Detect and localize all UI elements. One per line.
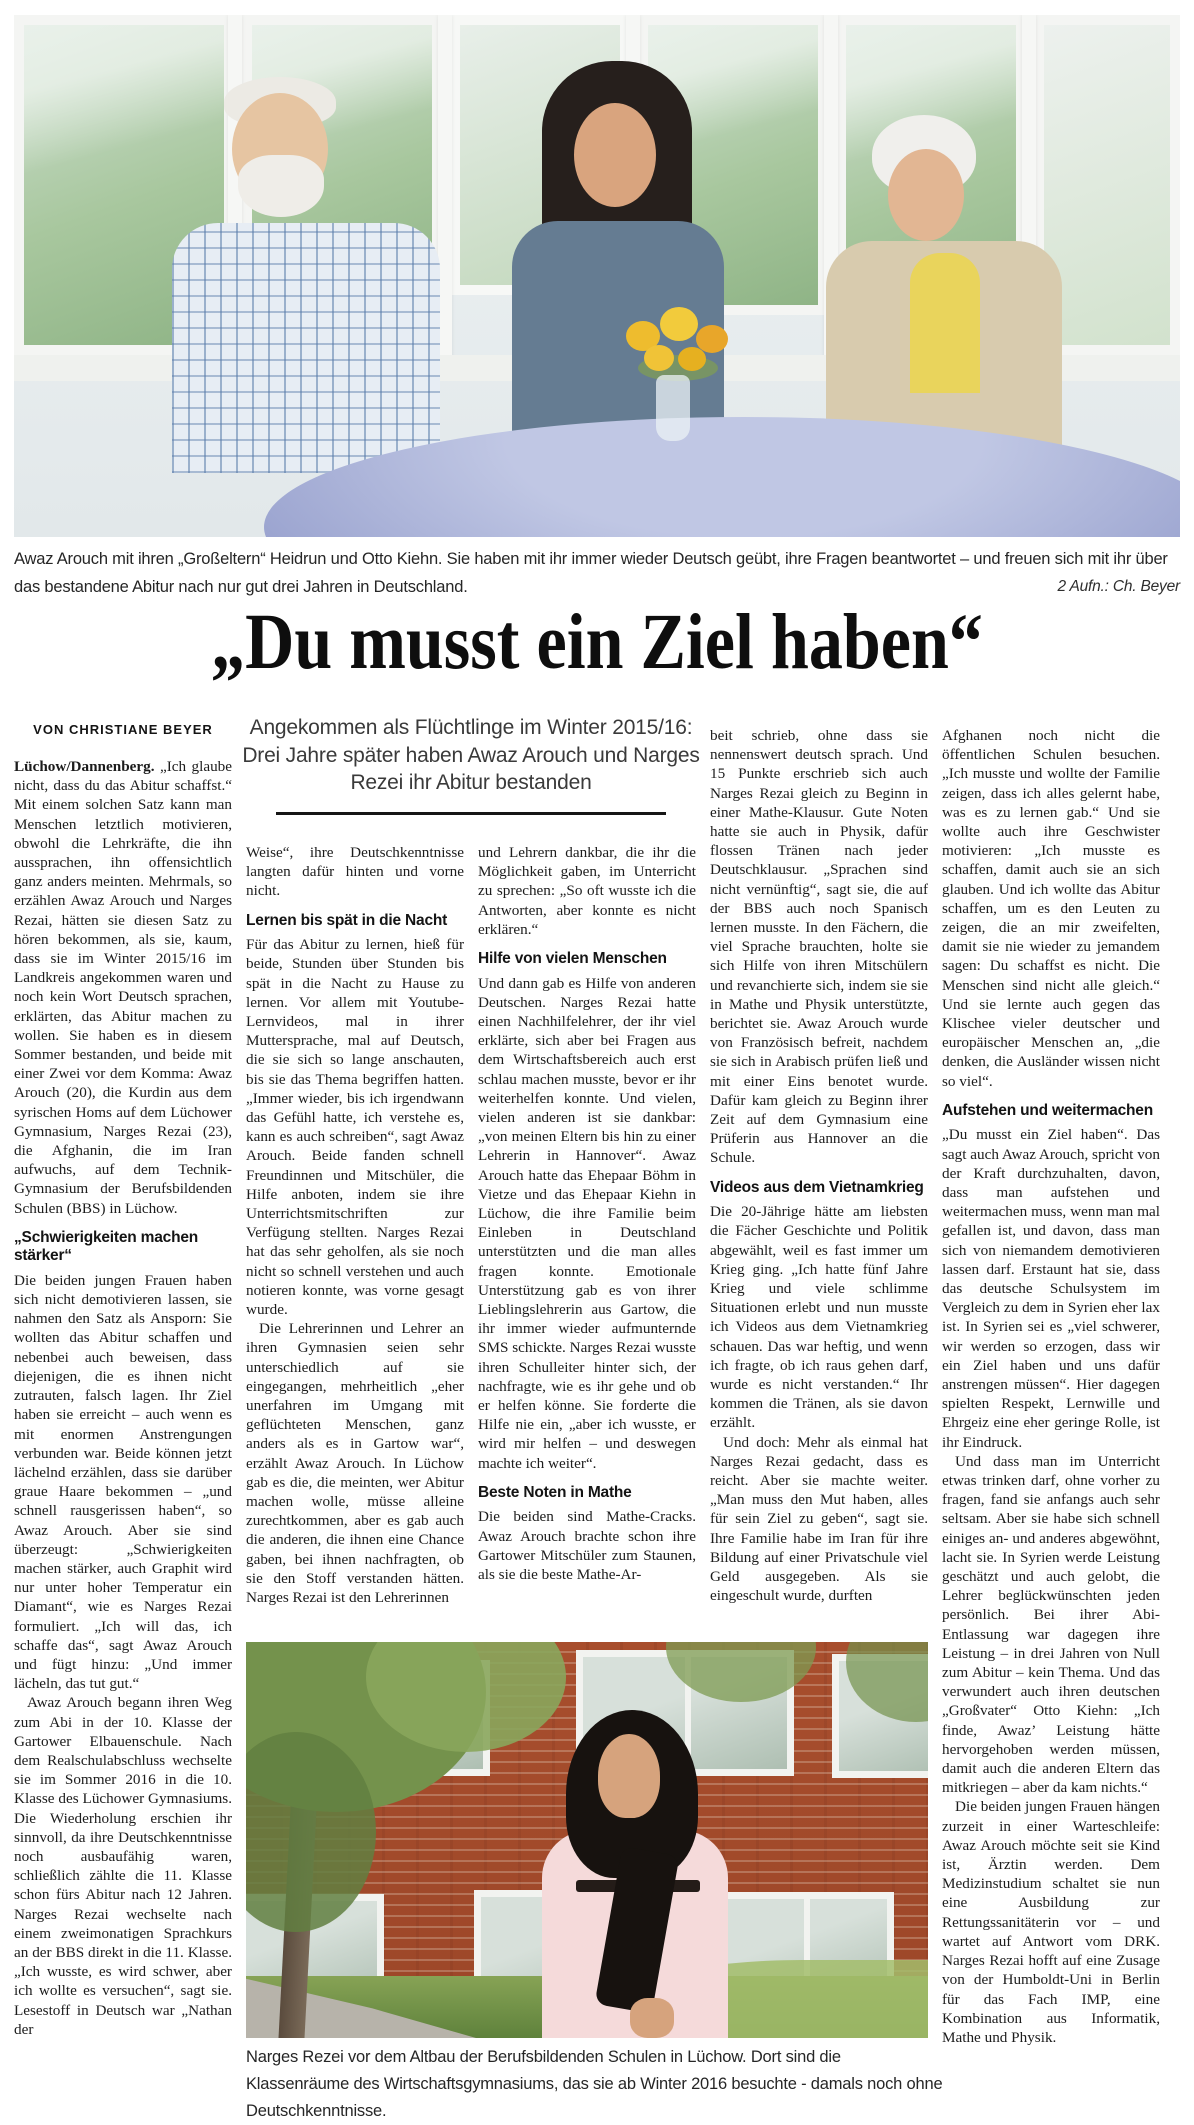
standfirst: Angekommen als Flüchtlinge im Winter 2015/16: Drei Jahre später haben Awaz Arouch und Narges Rezei ihr Abitur bestanden xyxy=(242,716,700,794)
dateline: Lüchow/Dannenberg. xyxy=(14,758,155,775)
paragraph: und Lehrern dankbar, die ihr die Möglichkeit gaben, im Unterricht zu sprechen: „So oft wusste ich die Antworten, aber konnte es nicht erklären.“ xyxy=(478,844,696,938)
yellow-flower xyxy=(644,345,674,371)
bottom-photo-caption: Narges Rezei vor dem Altbau der Berufsbildenden Schulen in Lüchow. Dort sind die Klassenräume des Wirtschaftsgymnasiums, das sie ab Winter 2016 besuchte - damals noch ohne Deutschkenntnisse. xyxy=(246,2048,943,2120)
person-otto-beard xyxy=(238,155,324,217)
yellow-flower xyxy=(678,347,706,371)
bottom-photo xyxy=(246,1642,928,2038)
paragraph: Die beiden jungen Frauen hängen zurzeit in einer Warteschleife: Awaz Arouch möchte seit sie Kind ist, Ärztin werden. Dem Medizinstudium schaltet sie nun eine Ausbildung zur Rettungssanitäterin vor – und wartet auf Antwort vom DRK. Narges Rezai hofft auf eine Zusage von der Humboldt-Uni in Berlin für das Fach IMP, eine Kombination aus Informatik, Mathe und Physik. xyxy=(942,1798,1160,2046)
photo-credit: 2 Aufn.: Ch. Beyer xyxy=(1057,578,1180,595)
article-column-4 xyxy=(710,726,928,1639)
person-narges-hand xyxy=(630,1998,674,2038)
person-heidrun-shirt xyxy=(910,253,980,393)
top-photo xyxy=(14,15,1180,537)
crosshead: Aufstehen und weitermachen xyxy=(942,1101,1153,1119)
crosshead: „Schwierigkeiten machen stärker“ xyxy=(14,1228,199,1265)
paragraph: Die beiden jungen Frauen haben sich nicht demotivieren lassen, sie nahmen den Satz als Ansporn: Sie wollten das Abitur schaffen und nebenbei auch beweisen, dass diejenigen, die es ihnen nicht zutrauten, falsch lagen. Ihr Ziel haben sie erreicht – auch wenn es mit enormen Anstrengungen verbunden war. Beide können jetzt lächelnd erzählen, dass sie darüber graue Haare bekommen – „und schnell rausgerissen haben“, so Awaz Arouch. Aber sie sind überzeugt: „Schwierigkeiten machen stärker, auch Graphit wird nur unter hoher Temperatur ein Diamant“, wie es Narges Rezai formuliert. „Ich will das, ich schaffe das“, sagt Awaz Arouch und fügt hinzu: „Und immer lächeln, das tut gut.“ xyxy=(14,1271,232,1693)
person-narges xyxy=(246,1642,928,2038)
byline: VON CHRISTIANE BEYER xyxy=(33,722,213,737)
paragraph: Die Lehrerinnen und Lehrer an ihren Gymnasien seien sehr unterschiedlich auf sie eingegangen, mehrheitlich „eher unerfahren im Umgang mit geflüchteten Menschen, ganz anders als es in Gartow war“, erzählt Awaz Arouch. In Lüchow gab es die, die meinten, wer Abitur machen wolle, müsse alleine zurechtkommen, aber es gab auch die anderen, die ihnen eine Chance gaben, bei ihnen nachfragten, ob sie den Stoff verstanden hätten. Narges Rezai ist den Lehrerinnen xyxy=(246,1320,464,1607)
paragraph: beit schrieb, ohne dass sie nennenswert deutsch sprach. Und 15 Punkte erschrieb sich auch Narges Rezai gleich zu Beginn in einer Mathe-Klausur. Gute Noten hatte sie auch in Physik, dafür flossen Tränen nach jeder Deutschklausur. „Sprachen sind nicht vernünftig“, sagt sie, die auf der BBS auch noch Spanisch lernen musste. In den Fächern, die viel Sprache brauchten, holte sie sich Hilfe von ihren Mitschülern und revanchierte sich, indem sie sie in Mathe und Physik unterstützte, berichtet sie. Awaz Arouch wurde von Französisch befreit, nachdem sie sich in Arabisch prüfen ließ und mit einer Eins benotet wurde. Dafür kam gleich zu Beginn ihrer Zeit auf dem Gymnasium eine Prüferin aus Hannover an die Schule. xyxy=(710,727,928,1167)
paragraph: Awaz Arouch begann ihren Weg zum Abi in der 10. Klasse der Gartower Elbauenschule. Nach dem Realschulabschluss wechselte sie im Sommer 2016 in die 10. Klasse des Lüchower Gymnasiums. Die Wiederholung erschien ihr sinnvoll, da ihre Deutschkenntnisse noch ausbaufähig waren, schließlich zählte die 11. Klasse schon fürs Abitur nach 12 Jahren. Narges Rezai wechselte nach einem zweimonatigen Sprachkurs an der BBS direkt in die 11. Klasse. „Ich wusste, es wird schwer, aber ich wollte es versuchen“, sagt sie. Lesestoff in Deutsch war „Nathan der xyxy=(14,1694,232,2038)
paragraph: Afghanen noch nicht die öffentlichen Schulen besuchen. „Ich musste und wollte der Familie zeigen, dass ich alles gelernt habe, was es zu lernen gab.“ Und sie wollte auch ihre Geschwister motivieren: „Ich musste es schaffen, damit auch sie an sich glauben. Und ich wollte das Abitur schaffen, um es den Leuten zu zeigen, die an mir zweifelten, damit sie nie wieder zu jemandem sagen: Du schaffst es nicht. Die Menschen sind nicht alle gleich.“ Und sie lernte auch gegen das Klischee vieler deutscher und europäischer Menschen an, „die denken, die Ausländer wissen nicht so viel“. xyxy=(942,727,1160,1090)
yellow-flower xyxy=(660,307,698,341)
person-otto-shirt xyxy=(172,223,440,473)
paragraph: Für das Abitur zu lernen, hieß für beide, Stunden über Stunden bis spät in die Nacht zu Hause zu lernen. Vor allem mit Youtube-Lernvideos, mal in ihrer Muttersprache, mal auf Deutsch, die sie sich so lange anschauten, bis sie das Thema begriffen hatten. „Immer wieder, bis ich irgendwann das Gefühl hatte, ich verstehe es, kann es auch schreiben“, sagt Awaz Arouch. Beide fanden schnell Freundinnen und Mitschüler, die Hilfe anboten, indem sie ihre Unterrichtsmitschriften zur Verfügung stellten. Narges Rezai hat das sehr geholfen, als sie noch nicht so schnell verstehen und auch notieren konnte, was vorne gesagt wurde. xyxy=(246,936,464,1318)
flower-vase xyxy=(656,375,690,441)
paragraph: Weise“, ihre Deutschkenntnisse langten dafür hinten und vorne nicht. xyxy=(246,844,464,900)
article-column-1 xyxy=(14,757,232,2092)
paragraph: Die beiden sind Mathe-Cracks. Awaz Arouch brachte schon ihre Gartower Mitschüler zum Staunen, als sie die beste Mathe-Ar- xyxy=(478,1508,696,1583)
paragraph: Und dann gab es Hilfe von anderen Deutschen. Narges Rezai hatte einen Nachhilfelehrer, der ihr viel erklärte, sich aber bei Fragen aus dem Wirtschaftsbereich auch erst schlau machen musste, bevor er ihr weiterhelfen konnte. Und vielen, vielen anderen ist sie dankbar: „von meinen Eltern bis hin zu einer Lehrerin in Hannover“. Awaz Arouch hatte das Ehepaar Böhm in Vietze und das Ehepaar Kiehn in Lüchow, die ihre Familie beim Einleben in Deutschland unterstützten und die man alles fragen konnte. Emotionale Unterstützung gab es von ihrer Lieblingslehrerin aus Gartow, die ihr immer wieder aufmunternde SMS schickte. Narges Rezai wusste ihren Schulleiter hinter sich, der nachfragte, wie es ihr gehe und ob er helfen könne. Sie forderte die Hilfe nie ein, „aber ich wusste, er wird mir helfen – und deswegen machte ich weiter“. xyxy=(478,974,696,1472)
person-heidrun-face xyxy=(888,149,964,241)
paragraph: Und doch: Mehr als einmal hat Narges Rezai gedacht, dass es reicht. Aber sie machte weiter. „Man muss den Mut haben, alles für sein Ziel zu geben“, sagt sie. Ihre Familie habe im Iran für ihre Bildung auf einer Privatschule viel Geld ausgegeben. Als sie eingeschult wurde, durften xyxy=(710,1433,928,1605)
person-narges-face xyxy=(598,1734,660,1818)
person-awaz-face xyxy=(574,103,656,207)
top-photo-caption-text: Awaz Arouch mit ihren „Großeltern“ Heidrun und Otto Kiehn. Sie haben mit ihr immer wieder Deutsch geübt, ihre Fragen beantwortet – und freuen sich mit ihr über das bestandene Abitur nach nur gut drei Jahren in Deutschland. xyxy=(14,550,1168,596)
headline: „Du musst ein Ziel haben“ xyxy=(211,597,983,687)
standfirst-rule xyxy=(276,812,666,815)
crosshead: Lernen bis spät in die Nacht xyxy=(246,911,448,929)
article-column-5 xyxy=(942,726,1160,2092)
paragraph: „Du musst ein Ziel haben“. Das sagt auch Awaz Arouch, spricht von der Kraft durchzuhalten, davon, dass man aufstehen und weitermachen muss, wenn man mal gefallen ist, und davon, dass man sich von niemandem demotivieren lassen darf. Erstaunt hat sie, dass das deutsche Schulsystem im Vergleich zu dem in Syrien eher lax ist. In Syrien sei es „viel schwerer, wir werden so erzogen, dass wir ein Ziel haben und uns dafür anstrengen müssen“. Hier dagegen spielten Respekt, Lernwille und Ehrgeiz eine eher geringe Rolle, ist ihr Eindruck. xyxy=(942,1126,1160,1451)
paragraph: Die 20-Jährige hätte am liebsten die Fächer Geschichte und Politik abgewählt, weil es fast immer um Krieg ging. „Ich hatte fünf Jahre Krieg und viele schlimme Situationen erlebt und nun musste ich Videos aus dem Vietnamkrieg schauen. Das war heftig, und wenn ich fragte, ob ich raus gehen darf, wurde es nicht verstanden.“ Ihr kommen die Tränen, als sie davon erzählt. xyxy=(710,1203,928,1432)
paragraph-text: „Ich glaube nicht, dass du das Abitur schaffst.“ Mit einem solchen Satz kann man Menschen letztlich motivieren, obwohl die Lehrkräfte, die ihn aussprachen, ihn offensichtlich ganz anders meinten. Mehrmals, so erzählen Awaz Arouch und Narges Rezai, hätten sie diesen Satz zu hören bekommen, als sie, kaum, dass sie im Winter 2015/16 im Landkreis angekommen waren und noch kein Wort Deutsch sprachen, erklärten, das Abitur machen zu wollen. Sie haben es in diesem Sommer bestanden, und beide mit einer Zwei vor dem Komma: Awaz Arouch (20), die Kurdin aus dem syrischen Homs auf dem Lüchower Gymnasium, Narges Rezai (23), die Afghanin, die im Iran aufwuchs, auf dem Technik-Gymnasium der Berufsbildenden Schulen (BBS) in Lüchow. xyxy=(14,758,232,1217)
crosshead: Videos aus dem Vietnamkrieg xyxy=(710,1178,924,1196)
article-column-2 xyxy=(246,843,464,1639)
crosshead: Beste Noten in Mathe xyxy=(478,1483,632,1501)
window-mullion xyxy=(438,15,452,375)
crosshead: Hilfe von vielen Menschen xyxy=(478,950,667,968)
paragraph xyxy=(14,757,232,1218)
article-column-3 xyxy=(478,843,696,1639)
standfirst-box xyxy=(240,714,702,815)
paragraph: Und dass man im Unterricht etwas trinken darf, ohne vorher zu fragen, fand sie anfangs auch sehr seltsam. Aber sie habe sich schnell einiges an- und anderes abgewöhnt, lacht sie. In Syrien werde Leistung geschätzt und auch gelobt, die Lehrer beglückwünschten jeden persönlich. Bei ihrer Abi-Entlassung war dagegen ihre Leistung – in drei Jahren von Null zum Abitur – kein Thema. Und das verwundert auch ihren deutschen „Großvater“ Otto Kiehn: „Ich finde, Awaz’ Leistung hätte hervorgehoben werden müssen, damit auch die anderen Eltern das mitkriegen – aber da kam nichts.“ xyxy=(942,1452,1160,1797)
